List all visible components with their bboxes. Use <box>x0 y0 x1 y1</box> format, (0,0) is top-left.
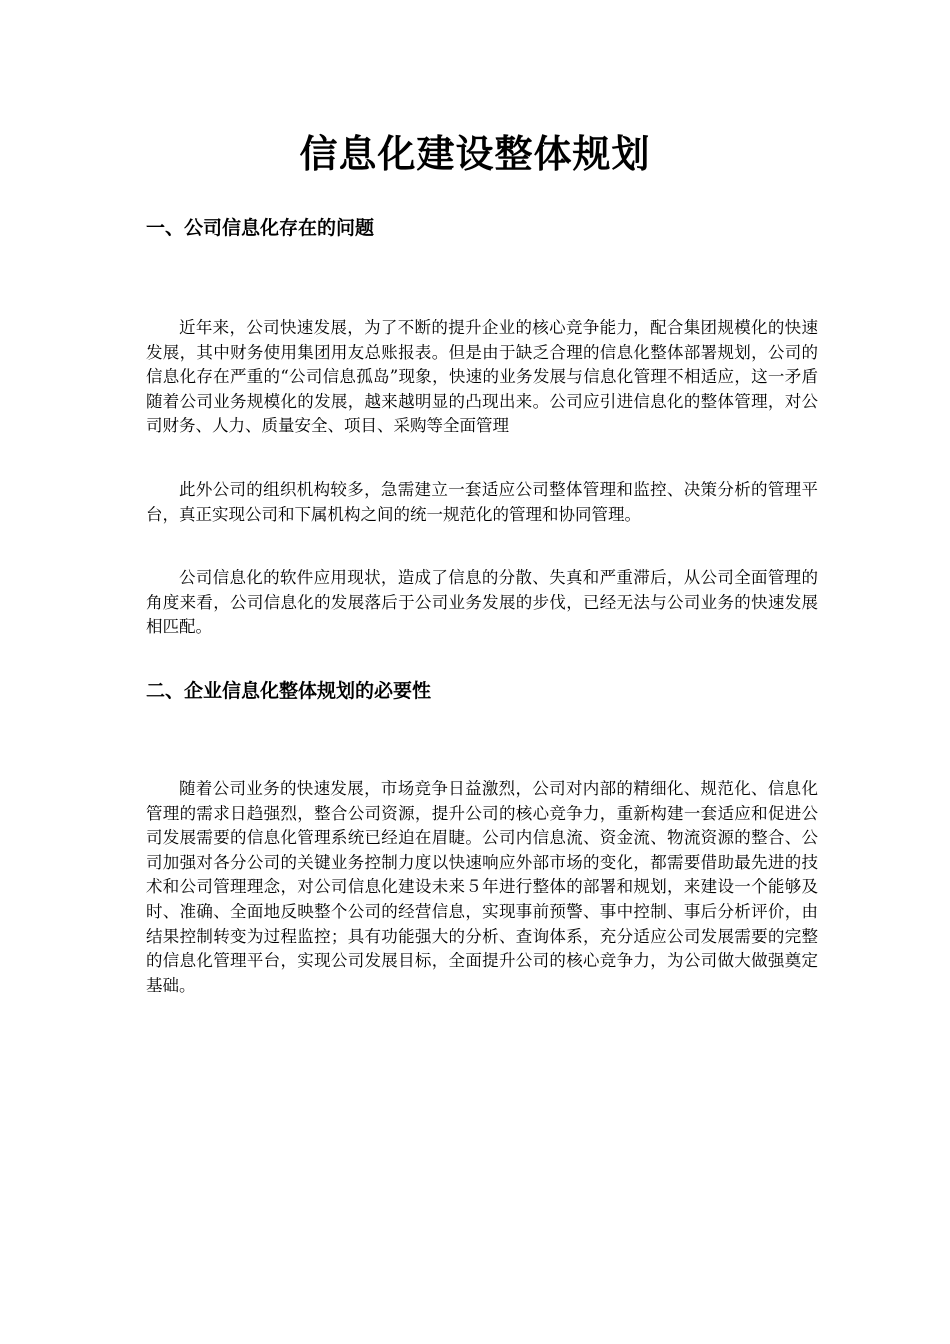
section-heading-problems: 一、公司信息化存在的问题 <box>146 217 375 239</box>
paragraph-organization-structure: 此外公司的组织机构较多，急需建立一套适应公司整体管理和监控、决策分析的管理平台，真正实现公司和下属机构之间的统一规范化的管理和协同管理。 <box>146 480 818 524</box>
section-heading-necessity: 二、企业信息化整体规划的必要性 <box>146 680 432 702</box>
paragraph-software-status: 公司信息化的软件应用现状，造成了信息的分散、失真和严重滞后，从公司全面管理的角度来看，公司信息化的发展落后于公司业务发展的步伐，已经无法与公司业务的快速发展相匹配。 <box>146 568 818 637</box>
paragraph-necessity: 随着公司业务的快速发展，市场竞争日益激烈，公司对内部的精细化、规范化、信息化管理的需求日趋强烈，整合公司资源，提升公司的核心竞争力，重新构建一套适应和促进公司发展需要的信息化管理系统已经迫在眉睫。公司内信息流、资金流、物流资源的整合、公司加强对各分公司的关键业务控制力度以快速响应外部市场的变化，都需要借助最先进的技术和公司管理理念，对公司信息化建设未来５年进行整体的部署和规划，来建设一个能够及时、准确、全面地反映整个公司的经营信息，实现事前预警、事中控制、事后分析评价，由结果控制转变为过程监控；具有功能强大的分析、查询体系，充分适应公司发展需要的完整的信息化管理平台，实现公司发展目标，全面提升公司的核心竞争力，为公司做大做强奠定基础。 <box>146 779 818 995</box>
page-title: 信息化建设整体规划 <box>299 132 651 176</box>
paragraph-problems-overview: 近年来，公司快速发展，为了不断的提升企业的核心竞争能力，配合集团规模化的快速发展，其中财务使用集团用友总账报表。但是由于缺乏合理的信息化整体部署规划，公司的信息化存在严重的“公司信息孤岛”现象，快速的业务发展与信息化管理不相适应，这一矛盾随着公司业务规模化的发展，越来越明显的凸现出来。公司应引进信息化的整体管理，对公司财务、人力、质量安全、项目、采购等全面管理 <box>146 318 818 436</box>
